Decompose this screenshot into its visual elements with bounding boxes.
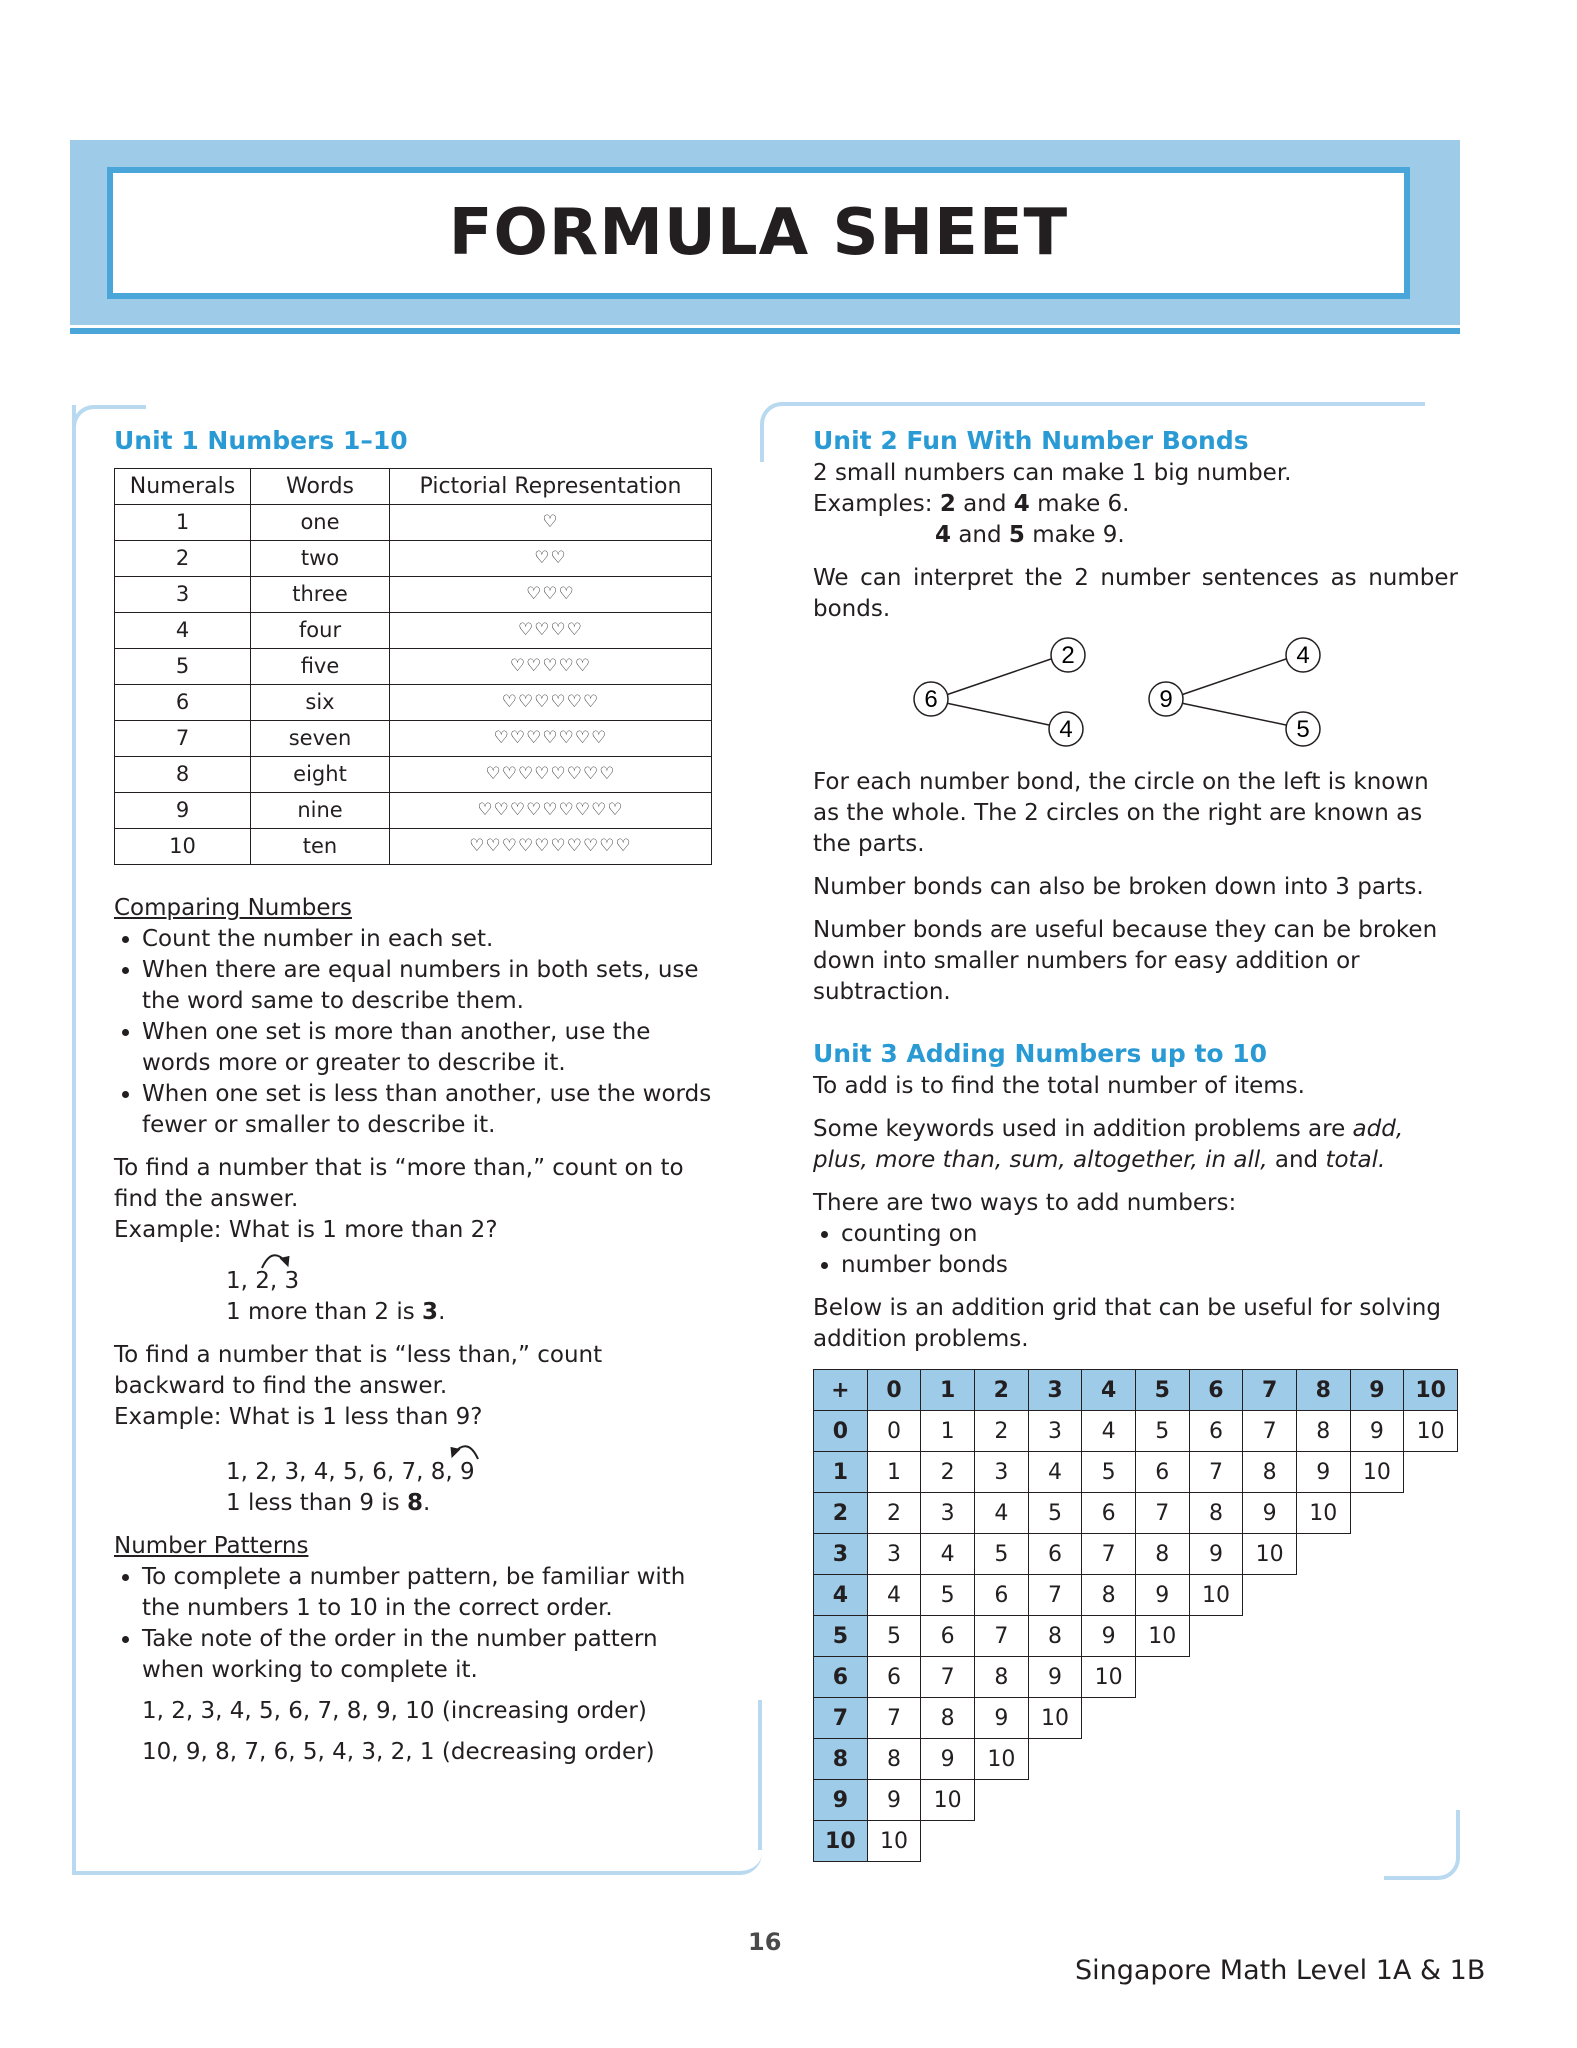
- grid-empty-cell: [1028, 1821, 1082, 1862]
- less-than-answer-line: 1 less than 9 is 8.: [226, 1490, 431, 1516]
- grid-cell: 9: [921, 1739, 975, 1780]
- bonds-para-3: Number bonds are useful because they can be broken down into smaller numbers for easy addition or subtraction.: [813, 917, 1438, 1005]
- grid-col-header: 7: [1243, 1370, 1297, 1411]
- grid-empty-cell: [1082, 1698, 1136, 1739]
- grid-cell: 9: [1135, 1575, 1189, 1616]
- grid-intro: Below is an addition grid that can be useful for solving addition problems.: [813, 1295, 1441, 1352]
- unit3-title: Unit 3 Adding Numbers up to 10: [813, 1039, 1268, 1068]
- patterns-heading: Number Patterns: [114, 1533, 309, 1559]
- list-item: • Take note of the order in the number pattern when working to complete it.: [142, 1624, 714, 1686]
- grid-empty-cell: [1296, 1657, 1350, 1698]
- grid-row-header: 10: [814, 1821, 868, 1862]
- bond-2-whole: 9: [1159, 686, 1173, 713]
- grid-empty-cell: [1189, 1780, 1243, 1821]
- word-cell: one: [251, 505, 390, 541]
- bond-2: [1149, 638, 1320, 746]
- grid-cell: 6: [975, 1575, 1029, 1616]
- grid-cell: 6: [1189, 1411, 1243, 1452]
- grid-cell: 10: [1135, 1616, 1189, 1657]
- grid-empty-cell: [1404, 1821, 1458, 1862]
- right-column: [813, 425, 1458, 1862]
- grid-cell: 8: [1243, 1452, 1297, 1493]
- grid-empty-cell: [1082, 1821, 1136, 1862]
- grid-cell: 6: [1082, 1493, 1136, 1534]
- less-than-work: [114, 1457, 714, 1519]
- ways-text: There are two ways to add numbers:: [813, 1190, 1237, 1216]
- more-than-answer-line: 1 more than 2 is 3.: [226, 1299, 446, 1325]
- table-row: [115, 613, 712, 649]
- grid-cell: 0: [867, 1411, 921, 1452]
- answer-value: 8: [406, 1490, 423, 1516]
- less-than-sequence: 1, 2, 3, 4, 5, 6, 7, 8, 9: [226, 1459, 475, 1485]
- list-item: • When one set is more than another, use the words more or greater to describe it.: [142, 1017, 714, 1079]
- list-item: • Count the number in each set.: [142, 924, 714, 955]
- grid-cell: 9: [1296, 1452, 1350, 1493]
- grid-row: [814, 1780, 1458, 1821]
- grid-cell: 3: [975, 1452, 1029, 1493]
- apple-icons: ♡♡♡♡♡♡♡: [390, 721, 712, 757]
- grid-empty-cell: [1296, 1780, 1350, 1821]
- table-row: [115, 505, 712, 541]
- page-number: 16: [748, 1928, 782, 1956]
- page-title: FORMULA SHEET: [448, 196, 1069, 270]
- grid-cell: 6: [867, 1657, 921, 1698]
- grid-empty-cell: [1135, 1821, 1189, 1862]
- grid-row-header: 4: [814, 1575, 868, 1616]
- grid-col-header: 4: [1082, 1370, 1136, 1411]
- ways-list: [813, 1219, 1458, 1281]
- grid-col-header: 0: [867, 1370, 921, 1411]
- numeral-cell: 9: [115, 793, 251, 829]
- grid-empty-cell: [1189, 1698, 1243, 1739]
- interpret-text: We can interpret the 2 number sentences as number bonds.: [813, 565, 1458, 622]
- grid-empty-cell: [1404, 1657, 1458, 1698]
- grid-cell: 10: [1350, 1452, 1404, 1493]
- grid-empty-cell: [1243, 1616, 1297, 1657]
- grid-cell: 7: [921, 1657, 975, 1698]
- more-than-example: Example: What is 1 more than 2?: [114, 1217, 498, 1243]
- numeral-cell: 8: [115, 757, 251, 793]
- grid-cell: 10: [1296, 1493, 1350, 1534]
- number-bonds-diagram: [813, 637, 1458, 757]
- grid-cell: 6: [921, 1616, 975, 1657]
- grid-empty-cell: [1243, 1657, 1297, 1698]
- count-back-arrow-icon: [444, 1437, 484, 1463]
- word-cell: seven: [251, 721, 390, 757]
- grid-empty-cell: [1296, 1616, 1350, 1657]
- grid-cell: 1: [867, 1452, 921, 1493]
- grid-cell: 4: [921, 1534, 975, 1575]
- unit1-title: Unit 1 Numbers 1–10: [114, 426, 408, 455]
- apple-icons: ♡♡: [390, 541, 712, 577]
- grid-empty-cell: [1189, 1616, 1243, 1657]
- grid-empty-cell: [1082, 1739, 1136, 1780]
- grid-empty-cell: [1135, 1739, 1189, 1780]
- grid-row-header: 9: [814, 1780, 868, 1821]
- grid-empty-cell: [1350, 1534, 1404, 1575]
- grid-empty-cell: [1404, 1616, 1458, 1657]
- bond-1-part: 2: [1061, 642, 1075, 669]
- grid-empty-cell: [1350, 1493, 1404, 1534]
- keywords-text: Some keywords used in addition problems are add, plus, more than, sum, altogether, in all, and total.: [813, 1116, 1404, 1173]
- grid-cell: 8: [1135, 1534, 1189, 1575]
- grid-empty-cell: [1243, 1821, 1297, 1862]
- numbers-table: [114, 468, 712, 865]
- grid-row-header: 6: [814, 1657, 868, 1698]
- grid-empty-cell: [1350, 1616, 1404, 1657]
- grid-cell: 5: [975, 1534, 1029, 1575]
- count-on-arrow-icon: [258, 1246, 298, 1272]
- banner-underline: [70, 328, 1460, 334]
- grid-empty-cell: [1135, 1657, 1189, 1698]
- grid-row: [814, 1534, 1458, 1575]
- grid-cell: 9: [1189, 1534, 1243, 1575]
- grid-cell: 4: [975, 1493, 1029, 1534]
- grid-cell: 4: [867, 1575, 921, 1616]
- grid-cell: 7: [975, 1616, 1029, 1657]
- comparing-list: [114, 924, 714, 1141]
- list-item: • When one set is less than another, use the words fewer or smaller to describe it.: [142, 1079, 714, 1141]
- more-than-sequence-wrap: [226, 1266, 299, 1297]
- grid-cell: 1: [921, 1411, 975, 1452]
- more-than-work: [114, 1266, 714, 1328]
- grid-cell: 3: [867, 1534, 921, 1575]
- less-than-example: Example: What is 1 less than 9?: [114, 1404, 483, 1430]
- grid-cell: 7: [1028, 1575, 1082, 1616]
- grid-cell: 10: [867, 1821, 921, 1862]
- grid-empty-cell: [1350, 1739, 1404, 1780]
- grid-empty-cell: [1243, 1780, 1297, 1821]
- table-row: [115, 577, 712, 613]
- grid-cell: 9: [1028, 1657, 1082, 1698]
- grid-empty-cell: [1350, 1657, 1404, 1698]
- grid-col-header: 10: [1404, 1370, 1458, 1411]
- grid-empty-cell: [1296, 1739, 1350, 1780]
- word-cell: five: [251, 649, 390, 685]
- grid-empty-cell: [975, 1821, 1029, 1862]
- patterns-list: [114, 1562, 714, 1686]
- grid-empty-cell: [1189, 1657, 1243, 1698]
- grid-cell: 8: [1082, 1575, 1136, 1616]
- word-cell: four: [251, 613, 390, 649]
- table-row: [115, 793, 712, 829]
- grid-empty-cell: [1243, 1698, 1297, 1739]
- grid-row: [814, 1575, 1458, 1616]
- grid-row: [814, 1452, 1458, 1493]
- word-cell: eight: [251, 757, 390, 793]
- grid-empty-cell: [1135, 1698, 1189, 1739]
- apple-icons: ♡♡♡♡♡♡: [390, 685, 712, 721]
- grid-cell: 2: [921, 1452, 975, 1493]
- list-item: • counting on: [841, 1219, 1458, 1250]
- grid-cell: 3: [1028, 1411, 1082, 1452]
- grid-cell: 5: [1082, 1452, 1136, 1493]
- list-item: • number bonds: [841, 1250, 1458, 1281]
- apple-icons: ♡♡♡♡♡: [390, 649, 712, 685]
- grid-cell: 9: [975, 1698, 1029, 1739]
- grid-row-header: 7: [814, 1698, 868, 1739]
- numeral-cell: 1: [115, 505, 251, 541]
- bond-2-part: 4: [1296, 642, 1310, 669]
- table-row: [115, 721, 712, 757]
- word-cell: two: [251, 541, 390, 577]
- grid-cell: 5: [921, 1575, 975, 1616]
- grid-row-header: 3: [814, 1534, 868, 1575]
- grid-cell: 10: [1082, 1657, 1136, 1698]
- grid-header-row: [814, 1370, 1458, 1411]
- bond-2-part: 5: [1296, 716, 1310, 743]
- word-cell: nine: [251, 793, 390, 829]
- grid-empty-cell: [1404, 1575, 1458, 1616]
- grid-row: [814, 1493, 1458, 1534]
- bonds-para-1: For each number bond, the circle on the left is known as the whole. The 2 circles on the right are known as the parts.: [813, 769, 1429, 857]
- grid-empty-cell: [1189, 1821, 1243, 1862]
- grid-empty-cell: [1296, 1821, 1350, 1862]
- grid-corner: +: [814, 1370, 868, 1411]
- grid-cell: 8: [867, 1739, 921, 1780]
- answer-text: 1 more than 2 is: [226, 1299, 423, 1325]
- left-frame-divider: [758, 1700, 762, 1850]
- word-cell: ten: [251, 829, 390, 865]
- grid-cell: 10: [975, 1739, 1029, 1780]
- grid-empty-cell: [921, 1821, 975, 1862]
- grid-row-header: 5: [814, 1616, 868, 1657]
- apple-icons: ♡♡♡♡♡♡♡♡♡♡: [390, 829, 712, 865]
- grid-cell: 10: [1189, 1575, 1243, 1616]
- grid-empty-cell: [1028, 1739, 1082, 1780]
- grid-empty-cell: [1296, 1534, 1350, 1575]
- grid-cell: 10: [1028, 1698, 1082, 1739]
- grid-empty-cell: [1350, 1780, 1404, 1821]
- addition-grid: [813, 1369, 1458, 1862]
- grid-col-header: 3: [1028, 1370, 1082, 1411]
- grid-empty-cell: [1296, 1698, 1350, 1739]
- numeral-cell: 4: [115, 613, 251, 649]
- answer-text: 1 less than 9 is: [226, 1490, 407, 1516]
- numeral-cell: 3: [115, 577, 251, 613]
- list-item: • When there are equal numbers in both sets, use the word same to describe them.: [142, 955, 714, 1017]
- grid-cell: 8: [975, 1657, 1029, 1698]
- grid-empty-cell: [1350, 1698, 1404, 1739]
- grid-cell: 6: [1028, 1534, 1082, 1575]
- grid-empty-cell: [1243, 1739, 1297, 1780]
- example-line-1: Examples: 2 and 4 make 6.: [813, 491, 1130, 517]
- comparing-heading: Comparing Numbers: [114, 895, 352, 921]
- grid-cell: 2: [975, 1411, 1029, 1452]
- grid-cell: 5: [1135, 1411, 1189, 1452]
- table-row: [115, 829, 712, 865]
- table-row: [115, 649, 712, 685]
- apple-icons: ♡♡♡: [390, 577, 712, 613]
- grid-empty-cell: [1350, 1821, 1404, 1862]
- apple-icons: ♡♡♡♡: [390, 613, 712, 649]
- grid-row: [814, 1411, 1458, 1452]
- grid-cell: 5: [867, 1616, 921, 1657]
- apple-icons: ♡♡♡♡♡♡♡♡♡: [390, 793, 712, 829]
- grid-empty-cell: [1404, 1698, 1458, 1739]
- numeral-cell: 7: [115, 721, 251, 757]
- grid-col-header: 6: [1189, 1370, 1243, 1411]
- grid-empty-cell: [975, 1780, 1029, 1821]
- grid-cell: 9: [1350, 1411, 1404, 1452]
- apple-icons: ♡: [390, 505, 712, 541]
- grid-cell: 10: [1243, 1534, 1297, 1575]
- more-than-sequence: 1, 2, 3: [226, 1268, 300, 1294]
- grid-row: [814, 1616, 1458, 1657]
- word-cell: six: [251, 685, 390, 721]
- grid-cell: 7: [867, 1698, 921, 1739]
- numeral-cell: 6: [115, 685, 251, 721]
- unit2-title: Unit 2 Fun With Number Bonds: [813, 426, 1249, 455]
- word-cell: three: [251, 577, 390, 613]
- grid-row-header: 8: [814, 1739, 868, 1780]
- more-than-text: To find a number that is “more than,” count on to find the answer.: [114, 1155, 684, 1212]
- grid-col-header: 9: [1350, 1370, 1404, 1411]
- grid-col-header: 1: [921, 1370, 975, 1411]
- answer-value: 3: [422, 1299, 439, 1325]
- grid-cell: 3: [921, 1493, 975, 1534]
- grid-row-header: 0: [814, 1411, 868, 1452]
- grid-empty-cell: [1404, 1739, 1458, 1780]
- decreasing-order: 10, 9, 8, 7, 6, 5, 4, 3, 2, 1 (decreasing order): [142, 1739, 655, 1765]
- grid-col-header: 5: [1135, 1370, 1189, 1411]
- grid-row: [814, 1821, 1458, 1862]
- numeral-cell: 10: [115, 829, 251, 865]
- numeral-cell: 2: [115, 541, 251, 577]
- number-bonds-svg: [813, 637, 1458, 757]
- grid-empty-cell: [1404, 1452, 1458, 1493]
- grid-row-header: 1: [814, 1452, 868, 1493]
- grid-col-header: 2: [975, 1370, 1029, 1411]
- table-row: [115, 685, 712, 721]
- title-box: [107, 167, 1410, 299]
- grid-cell: 8: [1028, 1616, 1082, 1657]
- numeral-cell: 5: [115, 649, 251, 685]
- grid-cell: 9: [1082, 1616, 1136, 1657]
- grid-empty-cell: [1404, 1493, 1458, 1534]
- left-column: [114, 425, 714, 1768]
- grid-cell: 9: [1243, 1493, 1297, 1534]
- grid-cell: 6: [1135, 1452, 1189, 1493]
- grid-cell: 4: [1082, 1411, 1136, 1452]
- grid-empty-cell: [1243, 1575, 1297, 1616]
- grid-cell: 10: [921, 1780, 975, 1821]
- list-item: • To complete a number pattern, be familiar with the numbers 1 to 10 in the correct order.: [142, 1562, 714, 1624]
- grid-cell: 7: [1189, 1452, 1243, 1493]
- grid-empty-cell: [1189, 1739, 1243, 1780]
- apple-icons: ♡♡♡♡♡♡♡♡: [390, 757, 712, 793]
- bond-1-part: 4: [1059, 716, 1073, 743]
- grid-cell: 4: [1028, 1452, 1082, 1493]
- grid-empty-cell: [1028, 1780, 1082, 1821]
- grid-empty-cell: [1404, 1534, 1458, 1575]
- unit2-line1: 2 small numbers can make 1 big number.: [813, 460, 1292, 486]
- footer-text: Singapore Math Level 1A & 1B: [1075, 1955, 1486, 1986]
- grid-empty-cell: [1350, 1575, 1404, 1616]
- bond-1: [914, 638, 1085, 746]
- table-row: [115, 541, 712, 577]
- grid-row: [814, 1657, 1458, 1698]
- table-header: Words: [251, 469, 390, 505]
- unit3-line1: To add is to find the total number of items.: [813, 1073, 1305, 1099]
- grid-cell: 5: [1028, 1493, 1082, 1534]
- grid-cell: 10: [1404, 1411, 1458, 1452]
- table-header: Pictorial Representation: [390, 469, 712, 505]
- bond-1-whole: 6: [924, 686, 938, 713]
- grid-row: [814, 1739, 1458, 1780]
- less-than-text: To find a number that is “less than,” count backward to find the answer.: [114, 1342, 603, 1399]
- table-header: Numerals: [115, 469, 251, 505]
- grid-cell: 7: [1243, 1411, 1297, 1452]
- grid-empty-cell: [1404, 1780, 1458, 1821]
- table-row: [115, 757, 712, 793]
- example-line-2: 4 and 5 make 9.: [935, 522, 1125, 548]
- bonds-para-2: Number bonds can also be broken down into 3 parts.: [813, 874, 1424, 900]
- grid-cell: 7: [1135, 1493, 1189, 1534]
- grid-cell: 9: [867, 1780, 921, 1821]
- grid-empty-cell: [1082, 1780, 1136, 1821]
- grid-cell: 8: [1296, 1411, 1350, 1452]
- grid-cell: 8: [921, 1698, 975, 1739]
- grid-row-header: 2: [814, 1493, 868, 1534]
- grid-col-header: 8: [1296, 1370, 1350, 1411]
- grid-cell: 7: [1082, 1534, 1136, 1575]
- grid-empty-cell: [1296, 1575, 1350, 1616]
- grid-empty-cell: [1135, 1780, 1189, 1821]
- grid-row: [814, 1698, 1458, 1739]
- increasing-order: 1, 2, 3, 4, 5, 6, 7, 8, 9, 10 (increasing order): [142, 1698, 647, 1724]
- less-than-sequence-wrap: [226, 1457, 475, 1488]
- grid-cell: 2: [867, 1493, 921, 1534]
- grid-cell: 8: [1189, 1493, 1243, 1534]
